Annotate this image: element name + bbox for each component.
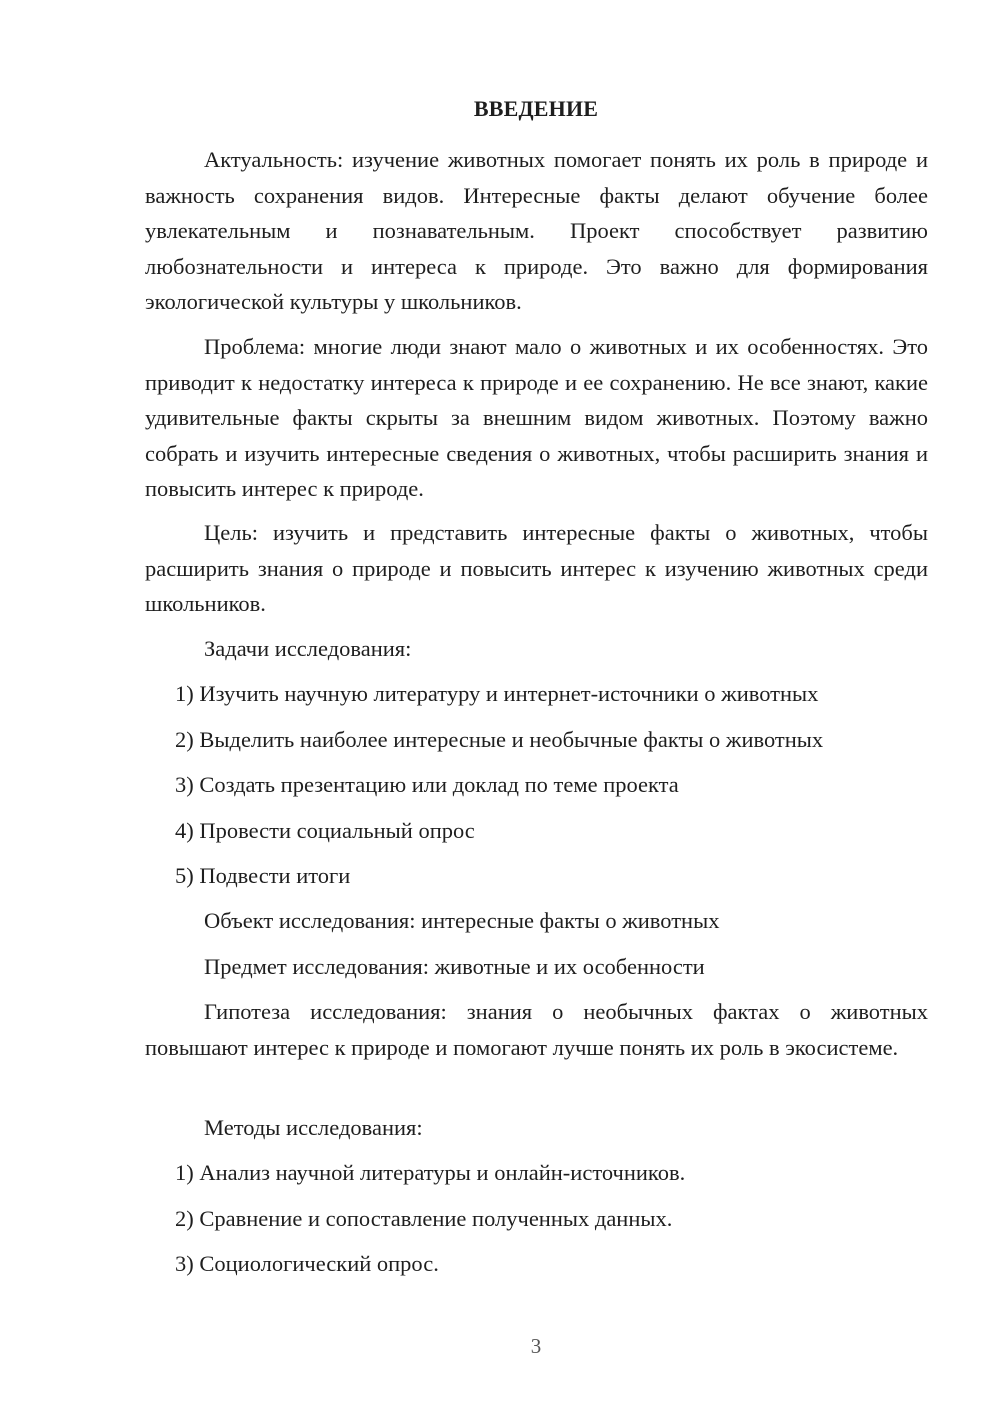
relevance-paragraph-block [145, 142, 928, 320]
methods-title: Методы исследования: [204, 1115, 423, 1140]
goal-paragraph-block [145, 515, 928, 622]
task-item: 5) Подвести итоги [175, 863, 351, 888]
task-item: 1) Изучить научную литературу и интернет-источники о животных [175, 681, 819, 706]
method-item: 2) Сравнение и сопоставление полученных данных. [175, 1206, 673, 1231]
method-item: 3) Социологический опрос. [175, 1251, 439, 1276]
tasks-title: Задачи исследования: [204, 636, 412, 661]
task-item: 2) Выделить наиболее интересные и необычные факты о животных [175, 727, 824, 752]
method-item: 1) Анализ научной литературы и онлайн-источников. [175, 1160, 686, 1185]
section-heading: ВВЕДЕНИЕ [473, 96, 599, 121]
task-item: 3) Создать презентацию или доклад по теме проекта [175, 772, 679, 797]
task-item: 4) Провести социальный опрос [175, 818, 475, 843]
problem-paragraph-block [145, 329, 928, 507]
relevance-paragraph: Актуальность: изучение животных помогает понять их роль в природе и важность сохранения видов. Интересные факты делают обучение более увлекательным и познавательным. Проект способствует развитию любознательности и интереса к природе. Это важно для формирования экологической культуры у школьников. [145, 147, 928, 314]
page-number: 3 [530, 1334, 542, 1358]
hypothesis-paragraph-block [145, 994, 928, 1065]
research-subject: Предмет исследования: животные и их особенности [204, 954, 705, 979]
problem-paragraph: Проблема: многие люди знают мало о животных и их особенностях. Это приводит к недостатку интереса к природе и ее сохранению. Не все знают, какие удивительные факты скрыты за внешним видом животных. Поэтому важно собрать и изучить интересные сведения о животных, чтобы расширить знания и повысить интерес к природе. [145, 334, 928, 501]
hypothesis-paragraph: Гипотеза исследования: знания о необычных фактах о животных повышают интерес к природе и помогают лучше понять их роль в экосистеме. [145, 999, 928, 1060]
research-object: Объект исследования: интересные факты о животных [204, 908, 720, 933]
goal-paragraph: Цель: изучить и представить интересные факты о животных, чтобы расширить знания о природе и повысить интерес к изучению животных среди школьников. [145, 520, 928, 616]
